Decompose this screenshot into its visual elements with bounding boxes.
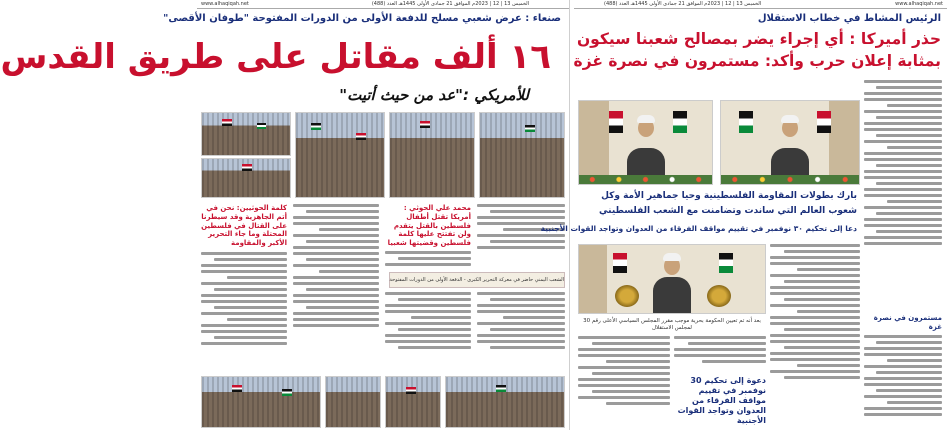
left-col-2 — [293, 204, 379, 370]
rally-photo-2 — [201, 158, 291, 198]
left-col-5 — [385, 292, 471, 370]
eagle-emblem-icon — [707, 285, 731, 307]
rally-photo-1 — [201, 112, 291, 156]
left-col-3 — [385, 204, 471, 268]
left-page-header-strip — [197, 0, 569, 9]
left-page-date-line: الخميس 13 | 12 | 2023م الموافق 21 جمادى الأولى 1445هـ العدد (488) — [371, 1, 529, 7]
rally-photo-3 — [295, 112, 385, 198]
left-col-4 — [477, 204, 565, 268]
right-newspaper-page — [540, 0, 947, 430]
section-head-2: دعوة إلى تحكيم 30 نوفمبر في تقييم مواقف الفرقاء من العدوان وتواجد القوات الأجنبية — [677, 376, 766, 425]
bullet-line-3: دعا إلى تحكيم ٣٠ نوفمبر في تقييم مواقف الفرقاء من العدوان وتواجد القوات الأجنبية — [540, 224, 857, 233]
left-page-banner: الشعب اليمني حاضر في معركة التحرير الكبرى - الدفعة الأولى من الدورات المفتوحة — [389, 272, 565, 288]
left-page-headline: ١٦ ألف مقاتل على طريق القدس — [0, 37, 551, 77]
left-page-kicker: صنعاء : عرض شعبي مسلح للدفعة الأولى من الدورات المفتوحة "طوفان الأقصى" — [163, 13, 561, 24]
right-page-headline-line-1: حذر أميركا : أي إجراء يضر بمصالح شعبنا سيكون — [576, 30, 941, 48]
right-page-headline-line-2: بمثابة إعلان حرب وأكد: مستمرون في نصرة غزة — [573, 52, 941, 70]
photo-caption: بعد أنه تم تعيين الحكومة بحرية موجب مقرر المجلس السياسي الأعلى رقم 30 لمجلس الاستقلال — [583, 318, 761, 331]
rally-photo-5 — [479, 112, 565, 198]
left-col-1-head: كلمة الحوثيين: نحن في أتم الجاهزية وقد سيطرنا على القتال في فلسطين المحتلة وما جاء التحرير الأكبر والمقاومة — [201, 204, 287, 247]
president-photo-2 — [720, 100, 860, 185]
president-photo-1 — [578, 100, 713, 185]
left-page-subhead: للأمريكي :"عد من حيث أتيت" — [339, 86, 529, 104]
right-col-section — [864, 314, 942, 428]
right-col-bottom-2 — [674, 336, 766, 374]
rally-photo-8 — [385, 376, 441, 428]
left-col-1 — [201, 204, 287, 370]
right-page-kicker: الرئيس المشاط في خطاب الاستقلال — [757, 13, 941, 24]
rally-photo-4 — [389, 112, 475, 198]
right-col-main — [864, 80, 942, 310]
right-page-website: www.alhaqiqah.net — [895, 1, 943, 7]
rally-photo-9 — [445, 376, 565, 428]
right-page-date-line: الخميس 13 | 12 | 2023م الموافق 21 جمادى الأولى 1445هـ العدد (488) — [604, 1, 762, 7]
right-col-middle — [770, 244, 860, 428]
rally-photo-6 — [201, 376, 321, 428]
left-page-website: www.alhaqiqah.net — [201, 1, 249, 7]
eagle-emblem-icon — [615, 285, 639, 307]
bullet-line-1: بارك بطولات المقاومة الفلسطينية وحيا جماهير الأمة وكل — [601, 191, 857, 201]
section-head-1: مستمرون في نصرة غزة — [873, 314, 942, 331]
left-col-3-head: محمد علي الحوثي : أمريكا تقتل أطفال فلسطين بالقتل يتقدم ولن تفتتح عليها كلمة فلسطين وقضيتها شعبيا — [387, 204, 471, 247]
right-page-header-strip — [574, 0, 947, 9]
left-col-6 — [477, 292, 565, 370]
president-photo-3 — [578, 244, 766, 314]
rally-photo-7 — [325, 376, 381, 428]
bullet-line-2: شعوب العالم التي ساندت وتضامنت مع الشعب الفلسطيني — [599, 206, 857, 216]
right-col-bottom-1 — [578, 336, 670, 428]
